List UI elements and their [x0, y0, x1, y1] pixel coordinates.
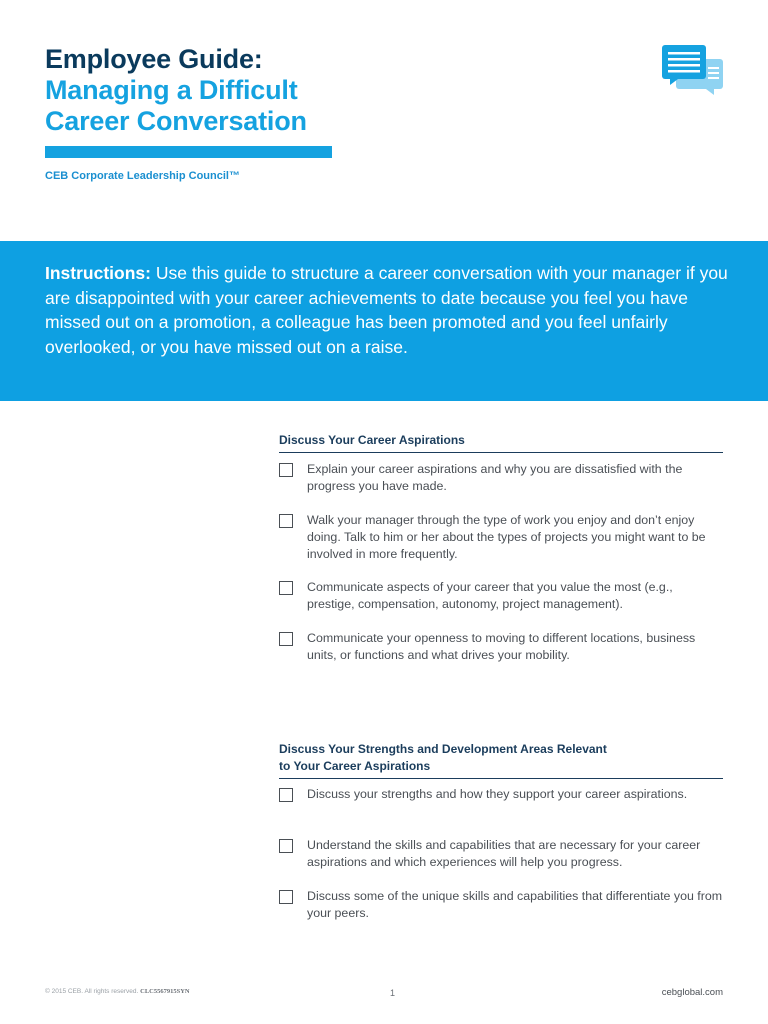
checkbox[interactable] [279, 514, 293, 528]
chat-bubbles-icon [662, 45, 724, 95]
checklist-item-text: Discuss some of the unique skills and capabilities that differentiate you from your peers. [307, 889, 723, 920]
copyright-text: © 2015 CEB. All rights reserved. [45, 988, 139, 995]
checkbox[interactable] [279, 839, 293, 853]
checklist-item-text: Walk your manager through the type of work you enjoy and don’t enjoy doing. Talk to him or her about the types of projects you might want to be involved in more frequently. [307, 513, 706, 561]
checklist-item [279, 630, 723, 664]
checklist-item [279, 786, 723, 803]
checklist-item [279, 579, 723, 613]
checklist-item-text: Understand the skills and capabilities that are necessary for your career aspirations and which experiences will help you progress. [307, 838, 701, 869]
section-heading-line-2: to Your Career Aspirations [279, 759, 431, 773]
checkbox[interactable] [279, 581, 293, 595]
title-line-2: Managing a Difficult [45, 75, 298, 105]
checklist-item-text: Discuss your strengths and how they support your career aspirations. [307, 787, 688, 801]
title-underline-bar [45, 146, 332, 158]
checklist-item-text: Explain your career aspirations and why you are dissatisfied with the progress you have made. [307, 462, 683, 493]
checkbox[interactable] [279, 788, 293, 802]
footer-copyright [45, 988, 190, 995]
checklist-item [279, 888, 723, 922]
instructions-banner [0, 241, 768, 401]
organization-name: CEB Corporate Leadership Council™ [45, 170, 240, 182]
instructions-text [45, 261, 735, 359]
page-title [45, 44, 307, 137]
checkbox[interactable] [279, 890, 293, 904]
instructions-body: Use this guide to structure a career conversation with your manager if you are disappointed with your career achievements to date because you feel you have missed out on a promotion, a colleague has been promoted and you feel unfairly overlooked, or you have missed out on a raise. [45, 263, 728, 357]
checkbox[interactable] [279, 463, 293, 477]
section-heading-career-aspirations: Discuss Your Career Aspirations [279, 432, 723, 453]
checklist-item-text: Communicate your openness to moving to different locations, business units, or functions and what drives your mobility. [307, 631, 696, 662]
title-line-3: Career Conversation [45, 106, 307, 136]
checklist-item [279, 837, 723, 871]
checkbox[interactable] [279, 632, 293, 646]
section-heading-line-1: Discuss Your Strengths and Development Areas Relevant [279, 742, 607, 756]
page-number: 1 [390, 988, 396, 998]
title-line-1: Employee Guide: [45, 44, 263, 74]
checklist-item-text: Communicate aspects of your career that you value the most (e.g., prestige, compensation, autonomy, project management). [307, 580, 673, 611]
section-heading-strengths [279, 741, 723, 779]
website-link[interactable]: cebglobal.com [661, 987, 723, 998]
document-code: CLC5567915SYN [140, 988, 190, 995]
instructions-label: Instructions: [45, 263, 151, 283]
checklist-item [279, 461, 723, 495]
checklist-item [279, 512, 723, 563]
